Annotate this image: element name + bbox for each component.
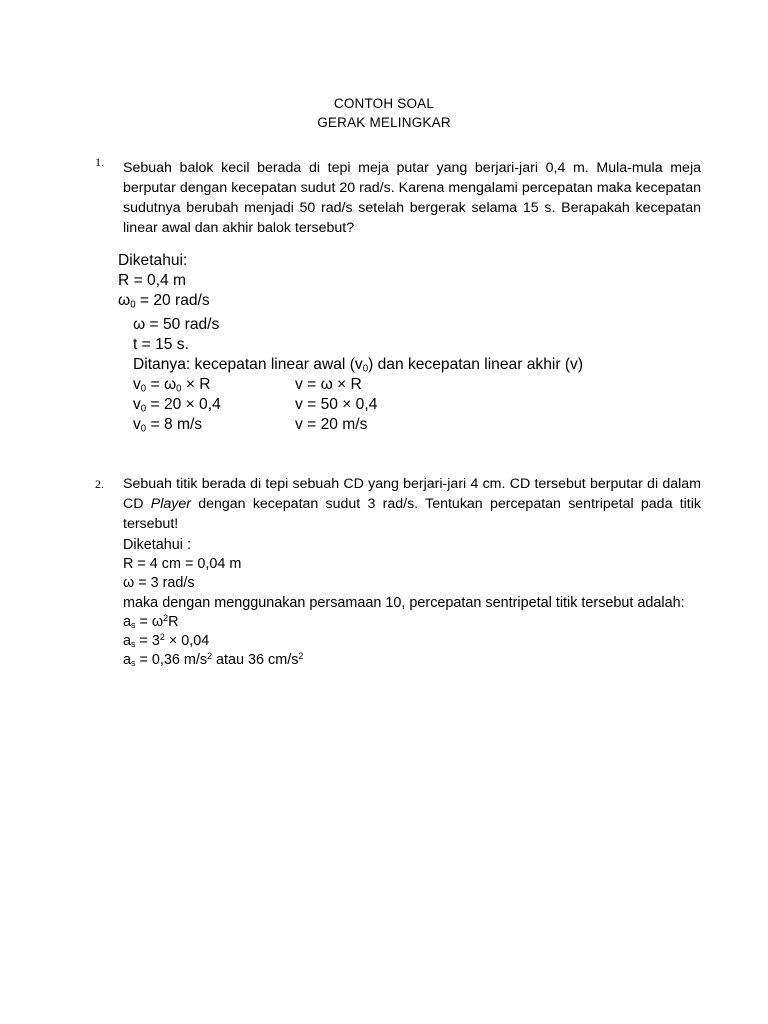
problem-1-solution <box>133 315 583 435</box>
problem-1-known <box>118 251 210 311</box>
v-formula: v = ω × R <box>295 376 362 393</box>
question-line: Sebuah titik berada di tepi sebuah CD yang berjari-jari 4 cm. CD tersebut berputar di dalam <box>123 476 701 492</box>
document-subtitle: GERAK MELINGKAR <box>317 115 451 130</box>
centripetal-formula: $a_s = \omega^2R$ <box>123 612 179 630</box>
problem-2-solution <box>123 536 685 670</box>
problem-2-question <box>123 474 701 534</box>
known-angular-velocity: ω = 3 rad/s <box>123 575 195 592</box>
question-line: Sebuah balok kecil berada di tepi meja putar yang berjari-jari 0,4 m. Mula-mula meja <box>123 160 701 176</box>
v-substitution: v = 50 × 0,4 <box>295 396 378 413</box>
problem-1-question <box>123 158 701 238</box>
known-final-angular-velocity: ω = 50 rad/s <box>133 316 220 333</box>
asked-statement: Ditanya: kecepatan linear awal $(v_0)$ dan kecepatan linear akhir (v) <box>133 356 584 375</box>
known-radius: R = 0,4 m <box>118 272 187 289</box>
v-result: v = 20 m/s <box>295 416 368 433</box>
centripetal-result: $a_s = 0,36$ $m/s^2$ atau 36 $cm/s^2$ <box>123 651 304 669</box>
document-title: CONTOH SOAL <box>333 96 435 111</box>
centripetal-substitution: $a_s = 3^2 \times 0,04$ <box>123 632 210 650</box>
known-label: Diketahui : <box>123 537 191 553</box>
problem-2-number: 2. <box>95 477 104 491</box>
v0-substitution: $v_0 = 20 \times 0,4$ <box>133 396 221 415</box>
question-line: berputar dengan kecepatan sudut 20 rad/s. Karena mengalami percepatan maka kecepatan <box>123 180 701 196</box>
question-line: sudutnya berubah menjadi 50 rad/s setelah bergerak selama 15 s. Berapakah kecepatan <box>123 200 701 216</box>
known-radius: R = 4 cm = 0,04 m <box>123 556 242 573</box>
substitution-row <box>133 395 583 415</box>
known-label: Diketahui: <box>118 252 188 269</box>
known-initial-angular-velocity: $\omega_0 = 20$ rad/s <box>118 292 210 311</box>
question-line: linear awal dan akhir balok tersebut? <box>123 220 355 236</box>
v0-formula: $v_0 = \omega_0 \times R$ <box>133 376 211 395</box>
known-time: t = 15 s. <box>133 336 189 353</box>
problem-1-number: 1. <box>95 155 104 169</box>
question-line: CD Player dengan kecepatan sudut 3 rad/s. Tentukan percepatan sentripetal pada titik <box>123 496 701 512</box>
method-statement: maka dengan menggunakan persamaan 10, percepatan sentripetal titik tersebut adalah: <box>123 594 685 611</box>
v0-result: $v_0 = 8$ m/s <box>133 416 203 435</box>
formula-row <box>133 375 583 395</box>
result-row <box>133 415 583 435</box>
question-line: tersebut! <box>123 516 179 532</box>
